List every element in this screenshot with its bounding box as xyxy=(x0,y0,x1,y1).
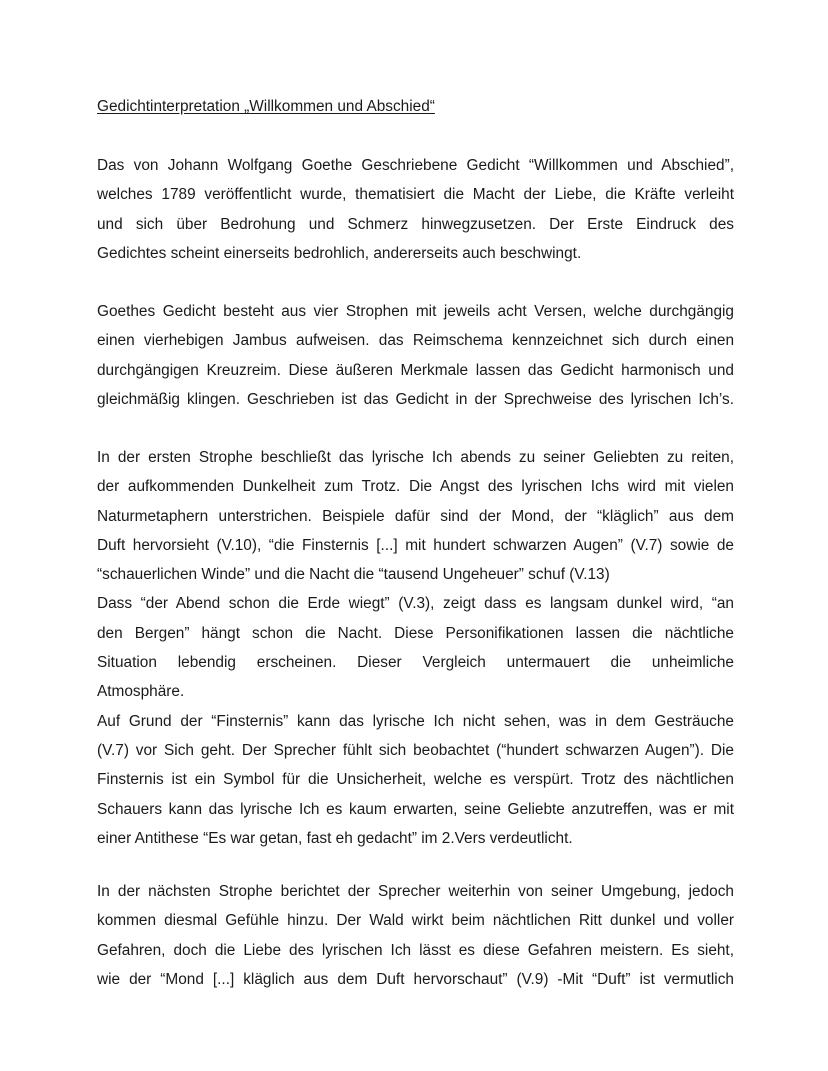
paragraph-first-stanza xyxy=(97,443,734,853)
text-line: wie der “Mond [...] kläglich aus dem Duft hervorschaut” (V.9) -Mit “Duft” ist vermutlich xyxy=(97,970,734,988)
text-line: Das von Johann Wolfgang Goethe Geschriebene Gedicht “Willkommen und Abschied”, xyxy=(97,157,734,174)
text-line: einer Antithese “Es war getan, fast eh gedacht” im 2.Vers verdeutlicht. xyxy=(97,829,573,847)
text-line: Goethes Gedicht besteht aus vier Strophen mit jeweils acht Versen, welche durchgängig xyxy=(97,303,734,320)
text-line: Duft hervorsieht (V.10), “die Finsternis [...] mit hundert schwarzen Augen” (V.7) sowie de xyxy=(97,536,734,554)
text-line: Naturmetaphern unterstrichen. Beispiele dafür sind der Mond, der “kläglich” aus dem xyxy=(97,507,734,525)
text-line: Atmosphäre. xyxy=(97,683,185,701)
text-line: den Bergen” hängt schon die Nacht. Diese Personifikationen lassen die nächtliche xyxy=(97,624,734,642)
text-line: Gedichtes scheint einerseits bedrohlich, andererseits auch beschwingt. xyxy=(97,244,582,262)
text-line: In der nächsten Strophe berichtet der Sprecher weiterhin von seiner Umgebung, jedoch xyxy=(97,883,734,900)
paragraph-form xyxy=(97,297,734,414)
text-line: durchgängigen Kreuzreim. Diese äußeren Merkmale lassen das Gedicht harmonisch und xyxy=(97,361,734,379)
text-line: (V.7) vor Sich geht. Der Sprecher fühlt sich beobachtet (“hundert schwarzen Augen”). Die xyxy=(97,741,734,759)
paragraph-introduction xyxy=(97,151,734,268)
text-line: In der ersten Strophe beschließt das lyrische Ich abends zu seiner Geliebten zu reiten, xyxy=(97,449,734,466)
document-title: Gedichtinterpretation „Willkommen und Abschied“ xyxy=(97,98,435,115)
text-line: Dass “der Abend schon die Erde wiegt” (V.3), zeigt dass es langsam dunkel wird, “an xyxy=(97,595,734,613)
text-line: welches 1789 veröffentlicht wurde, thematisiert die Macht der Liebe, die Kräfte verleiht xyxy=(97,186,734,204)
text-line: kommen diesmal Gefühle hinzu. Der Wald wirkt beim nächtlichen Ritt dunkel und voller xyxy=(97,912,734,930)
text-line: Gefahren, doch die Liebe des lyrischen Ich lässt es diese Gefahren meistern. Es sieht, xyxy=(97,941,734,959)
text-line: einen vierhebigen Jambus aufweisen. das Reimschema kennzeichnet sich durch einen xyxy=(97,332,734,350)
text-line: und sich über Bedrohung und Schmerz hinwegzusetzen. Der Erste Eindruck des xyxy=(97,215,734,233)
paragraph-second-stanza xyxy=(97,877,734,994)
text-line: Auf Grund der “Finsternis” kann das lyrische Ich nicht sehen, was in dem Gesträuche xyxy=(97,712,734,730)
text-line: gleichmäßig klingen. Geschrieben ist das Gedicht in der Sprechweise des lyrischen Ich’s. xyxy=(97,390,734,408)
text-line: “schauerlichen Winde” und die Nacht die “tausend Ungeheuer” schuf (V.13) xyxy=(97,566,610,584)
text-line: Schauers kann das lyrische Ich es kaum erwarten, seine Geliebte anzutreffen, was er mit xyxy=(97,800,734,818)
text-line: der aufkommenden Dunkelheit zum Trotz. Die Angst des lyrischen Ichs wird mit vielen xyxy=(97,478,734,496)
text-line: Situation lebendig erscheinen. Dieser Vergleich untermauert die unheimliche xyxy=(97,654,734,672)
text-line: Finsternis ist ein Symbol für die Unsicherheit, welche es verspürt. Trotz des nächtlichen xyxy=(97,771,734,789)
